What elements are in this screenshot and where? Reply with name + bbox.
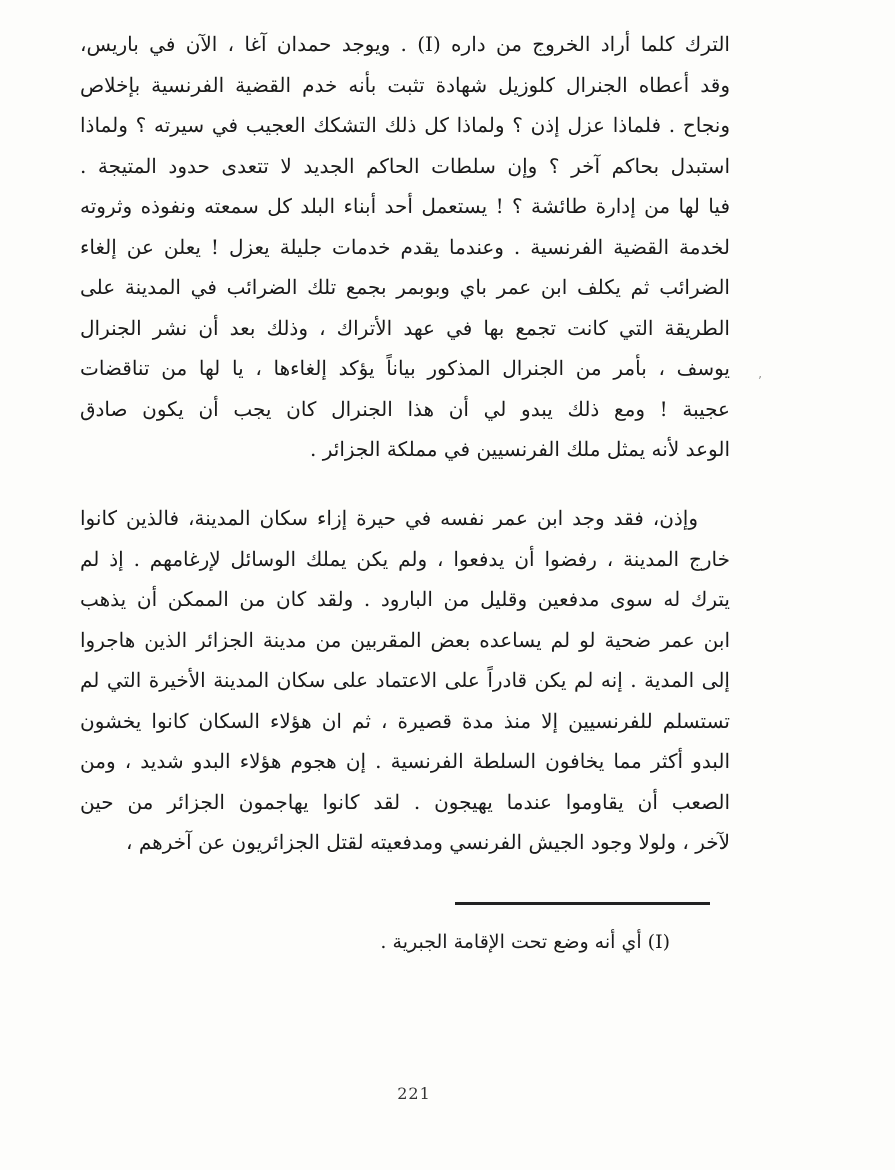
text-line: وإذن، فقد وجد ابن عمر نفسه في حيرة إزاء سكان المدينة، فالذين كانوا bbox=[80, 506, 698, 530]
text-line: إلى المدية . إنه لم يكن قادراً على الاعتماد على سكان المدينة الأخيرة التي لم bbox=[80, 668, 730, 692]
text-line: الوعد لأنه يمثل ملك الفرنسيين في مملكة الجزائر . bbox=[310, 437, 730, 461]
text-line: ونجاح . فلماذا عزل إذن ؟ ولماذا كل ذلك التشكك العجيب في سيرته ؟ ولماذا bbox=[80, 113, 730, 137]
scan-speck: ’ bbox=[758, 374, 762, 388]
text-line: تستسلم للفرنسيين إلا منذ مدة قصيرة ، ثم ان هؤلاء السكان كانوا يخشون bbox=[80, 708, 730, 733]
text-line: استبدل بحاكم آخر ؟ وإن سلطات الحاكم الجديد لا تتعدى حدود المتيجة . bbox=[80, 153, 730, 178]
text-line: ابن عمر ضحية لو لم يساعده بعض المقربين من مدينة الجزائر الذين هاجروا bbox=[80, 627, 730, 652]
text-line: وقد أعطاه الجنرال كلوزيل شهادة تثبت بأنه خدم القضية الفرنسية بإخلاص bbox=[80, 72, 730, 97]
text-line: الضرائب ثم يكلف ابن عمر باي وبوبمر بجمع تلك الضرائب في المدينة على bbox=[80, 275, 730, 299]
text-line: يترك له سوى مدفعين وقليل من البارود . ولقد كان من الممكن أن يذهب bbox=[80, 587, 730, 611]
footnote: (I) أي أنه وضع تحت الإقامة الجبرية . bbox=[380, 931, 670, 953]
text-line: لآخر ، ولولا وجود الجيش الفرنسي ومدفعيته لقتل الجزائريون عن آخرهم ، bbox=[126, 830, 730, 854]
text-line: الطريقة التي كانت تجمع بها في عهد الأتراك ، وذلك بعد أن نشر الجنرال bbox=[80, 315, 730, 340]
text-line: فيا لها من إدارة طائشة ؟ ! يستعمل أحد أبناء البلد كل سمعته ونفوذه وثروته bbox=[80, 194, 730, 218]
page-number: 221 bbox=[397, 1084, 431, 1103]
text-line: البدو أكثر مما يخافون السلطة الفرنسية . إن هجوم هؤلاء البدو شديد ، ومن bbox=[80, 749, 730, 773]
text-line: عجيبة ! ومع ذلك يبدو لي أن هذا الجنرال كان يجب أن يكون صادق bbox=[80, 396, 730, 421]
text-line: يوسف ، بأمر من الجنرال المذكور بياناً يؤكد إلغاءها ، يا لها من تناقضات bbox=[80, 356, 730, 380]
text-line: الترك كلما أراد الخروج من داره (I) . ويوجد حمدان آغا ، الآن في باريس، bbox=[80, 32, 730, 56]
footnote-divider bbox=[455, 902, 710, 905]
text-line: لخدمة القضية الفرنسية . وعندما يقدم خدمات جليلة يعزل ! يعلن عن إلغاء bbox=[80, 234, 730, 259]
paragraph-1 bbox=[80, 24, 730, 470]
text-line: الصعب أن يقاوموا عندما يهيجون . لقد كانوا يهاجمون الجزائر من حين bbox=[80, 789, 730, 814]
paragraph-2 bbox=[80, 498, 730, 863]
text-line: خارج المدينة ، رفضوا أن يدفعوا ، ولم يكن يملك الوسائل لإرغامهم . إذ لم bbox=[80, 546, 730, 571]
